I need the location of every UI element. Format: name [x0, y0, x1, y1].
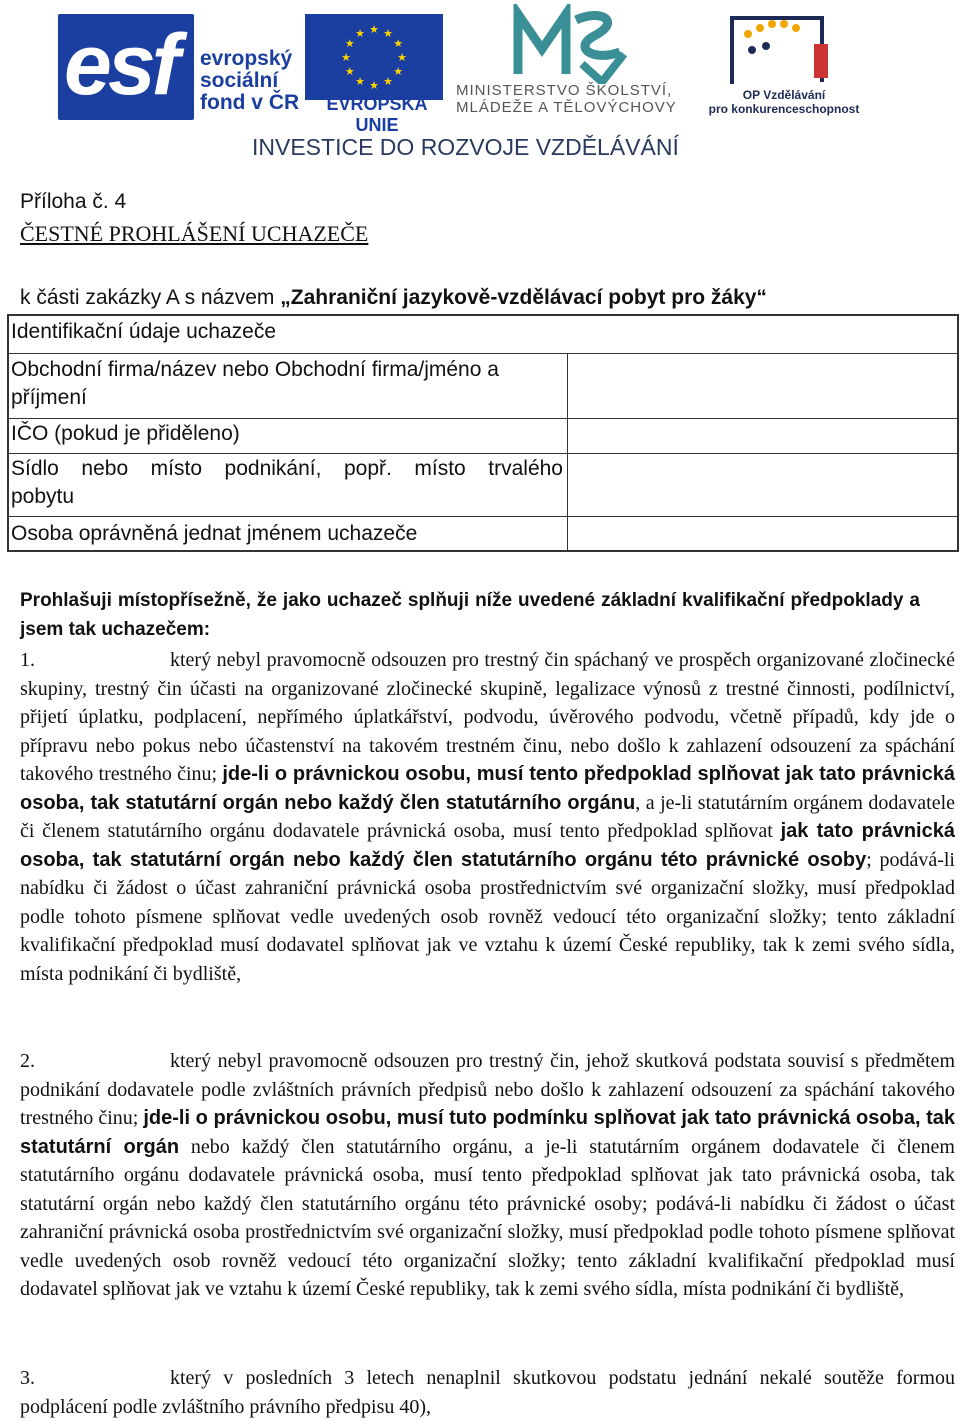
op-logo	[712, 4, 842, 94]
table-header: Identifikační údaje uchazeče	[11, 320, 277, 343]
eu-star-icon: ★	[344, 38, 355, 50]
msmt-logo-text: MINISTERSTVO ŠKOLSTVÍ, MLÁDEŽE A TĚLOVÝCHOVY	[456, 82, 677, 116]
eu-star-icon: ★	[393, 38, 404, 50]
eu-flag-logo	[305, 14, 443, 100]
declaration-item-2: 2. který nebyl pravomocně odsouzen pro trestný čin, jehož skutková podstata souvisí s předmětem podnikání dodavatele podle zvláštních právních předpisů nebo došlo k zahlazení odsouzení za spáchání takového trestného činu; jde-li o právnickou osobu, musí tuto podmínku splňovat jak tato právnická osoba, tak statutární orgán nebo každý člen statutárního orgánu, a je-li statutárním orgánem dodavatele či členem statutárního orgánu dodavatele právnická osoba, musí tento předpoklad splňovat jak tato právnická osoba, tak statutární orgán nebo každý člen statutárního orgánu této právnické osoby; podává-li nabídku či žádost o účast zahraniční právnická osoba prostřednictvím své organizační složky, musí předpoklad podle tohoto písmene splňovat vedle uvedených osob rovněž vedoucí této organizační složky; tento základní kvalifikační předpoklad musí dodavatel splňovat jak ve vztahu k území České republiky, tak k zemi svého sídla, místa podnikání či bydliště,	[20, 1047, 955, 1304]
table-divider	[9, 453, 957, 454]
declaration-item-3: 3. který v posledních 3 letech nenaplnil skutkovou podstatu jednání nekalé soutěže formou podplácení podle zvláštního právního předpisu 40),	[20, 1364, 955, 1421]
document-title: ČESTNÉ PROHLÁŠENÍ UCHAZEČE	[20, 221, 369, 246]
item-number: 1.	[20, 649, 35, 671]
declaration-item-1: 1. který nebyl pravomocně odsouzen pro trestný čin spáchaný ve prospěch organizované zločinecké skupiny, trestný čin účasti na organizované zločinecké skupině, legalizace výnosů z trestné činnosti, podílnictví, přijetí úplatku, podplacení, nepřímého úplatkářství, podvodu, úvěrového podvodu, včetně případů, kdy jde o přípravu nebo pokus nebo účastenství na takovém trestném činu, nebo došlo k zahlazení odsouzení za spáchání takového trestného činu; jde-li o právnickou osobu, musí tento předpoklad splňovat jak tato právnická osoba, tak statutární orgán nebo každý člen statutárního orgánu, a je-li statutárním orgánem dodavatele či členem statutárního orgánu dodavatele právnická osoba, musí tento předpoklad splňovat jak tato právnická osoba, tak statutární orgán nebo každý člen statutárního orgánu této právnické osoby; podává-li nabídku či žádost o účast zahraniční právnická osoba prostřednictvím své organizační složky, musí předpoklad podle tohoto písmene splňovat vedle uvedených osob rovněž vedoucí této organizační složky; tento základní kvalifikační předpoklad musí dodavatel splňovat jak ve vztahu k území České republiky, tak k zemi svého sídla, místa podnikání či bydliště,	[20, 646, 955, 988]
table-row-label: Obchodní firma/název nebo Obchodní firma/jméno a příjmení	[11, 358, 499, 409]
esf-logo-letters: esf	[64, 17, 177, 113]
table-row-label: Sídlo nebo místo podnikání, popř. místo trvalého pobytu	[11, 457, 563, 508]
table-row-label: IČO (pokud je přiděleno)	[11, 422, 240, 445]
eu-star-icon: ★	[397, 52, 407, 64]
esf-logo-text: evropský sociální fond v ČR	[200, 47, 300, 114]
subject-name: „Zahraniční jazykově-vzdělávací pobyt pro žáky“	[280, 286, 767, 309]
op-logo-text: OP Vzdělávání pro konkurenceschopnost	[708, 88, 860, 116]
eu-star-icon: ★	[341, 52, 351, 64]
attachment-label: Příloha č. 4	[20, 190, 127, 213]
subject-prefix: k části zakázky A s názvem	[20, 286, 281, 309]
table-divider	[9, 418, 957, 419]
item-number: 2.	[20, 1050, 35, 1072]
item-number: 3.	[20, 1367, 35, 1389]
declaration-intro: Prohlašuji místopřísežně, že jako uchazeč splňuji níže uvedené základní kvalifikační předpoklady a jsem tak uchazečem:	[20, 590, 920, 640]
table-divider	[9, 353, 957, 354]
logo-header	[0, 0, 960, 168]
eu-star-icon: ★	[344, 66, 355, 78]
eu-star-icon: ★	[369, 80, 379, 92]
eu-star-icon: ★	[383, 27, 393, 40]
eu-star-icon: ★	[383, 76, 393, 89]
table-row-label: Osoba oprávněná jednat jménem uchazeče	[11, 522, 418, 545]
subject-line	[20, 284, 767, 312]
table-divider	[9, 516, 957, 517]
tagline: INVESTICE DO ROZVOJE VZDĚLÁVÁNÍ	[252, 134, 679, 160]
eu-star-icon: ★	[393, 66, 404, 78]
eu-star-icon: ★	[369, 24, 379, 36]
msmt-logo	[512, 4, 632, 84]
eu-star-icon: ★	[355, 27, 365, 40]
eu-logo-text: EVROPSKÁ UNIE	[326, 94, 428, 135]
identification-table	[7, 314, 959, 552]
eu-star-icon: ★	[355, 76, 365, 89]
table-column-divider	[567, 353, 568, 550]
